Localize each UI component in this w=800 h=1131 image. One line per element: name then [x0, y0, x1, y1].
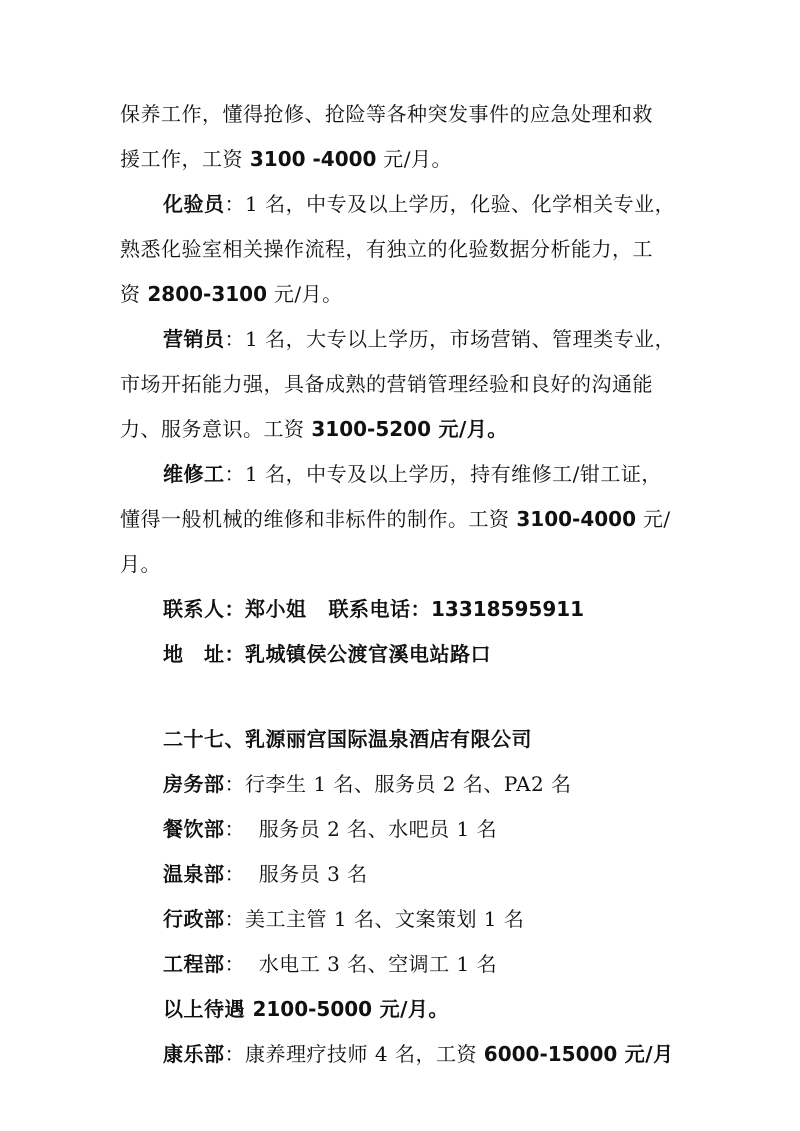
contact-phone-label: 联系电话：: [328, 597, 431, 621]
dept-name: 康乐部: [163, 1042, 225, 1066]
dept-detail: 服务员 3 名: [245, 862, 368, 886]
dept-line: [163, 770, 572, 798]
paragraph-text: 元/月。: [372, 997, 449, 1021]
salary-value: 2800-3100: [147, 282, 267, 306]
paragraph-text: 元/月。: [267, 282, 343, 306]
paragraph-text: 月。: [120, 552, 161, 576]
contact-person: 联系人：郑小姐: [163, 597, 307, 621]
paragraph-text: 元/月。: [431, 417, 508, 441]
dept-name: 行政部: [163, 907, 225, 931]
text-line: [120, 415, 508, 443]
salary-value: 3100-4000: [516, 507, 636, 531]
job-title: 维修工: [163, 462, 225, 486]
paragraph-text: 懂得一般机械的维修和非标件的制作。工资: [120, 507, 517, 531]
paragraph-text: 援工作，工资: [120, 147, 250, 171]
dept-name: 房务部: [163, 772, 225, 796]
dept-line: [163, 905, 524, 933]
salary-value: 3100 -4000: [249, 147, 377, 171]
dept-line: [163, 860, 368, 888]
dept-detail: 行李生 1 名、服务员 2 名、PA2 名: [245, 772, 572, 796]
text-line: [120, 370, 653, 398]
text-line: [120, 280, 343, 308]
job-title: 营销员: [163, 327, 225, 351]
dept-line: [163, 815, 497, 843]
paragraph-text: 保养工作，懂得抢修、抢险等各种突发事件的应急处理和救: [120, 102, 653, 126]
separator: ：: [224, 772, 245, 796]
paragraph-text: 力、服务意识。工资: [120, 417, 312, 441]
dept-detail: 水电工 3 名、空调工 1 名: [245, 952, 498, 976]
separator: ：: [224, 952, 245, 976]
job-heading-line: [163, 190, 675, 218]
contact-phone: 13318595911: [431, 597, 585, 621]
company-name: 二十七、乳源丽宫国际温泉酒店有限公司: [163, 727, 532, 751]
dept-detail: 服务员 2 名、水吧员 1 名: [245, 817, 498, 841]
job-heading-line: [163, 460, 662, 488]
dept-detail: 康养理疗技师 4 名，工资: [245, 1042, 484, 1066]
dept-name: 温泉部: [163, 862, 225, 886]
separator: ：: [224, 862, 245, 886]
text-line: [120, 235, 653, 263]
separator: ：: [224, 907, 245, 931]
paragraph-text: 熟悉化验室相关操作流程，有独立的化验数据分析能力，工: [120, 237, 653, 261]
dept-name: 工程部: [163, 952, 225, 976]
text-line: [120, 550, 161, 578]
paragraph-text: 以上待遇: [163, 997, 253, 1021]
address-line: [163, 640, 491, 668]
text-line: [120, 505, 671, 533]
paragraph-text: 元/月: [617, 1042, 674, 1066]
separator: ：: [224, 817, 245, 841]
dept-name: 餐饮部: [163, 817, 225, 841]
job-heading-line: [163, 325, 675, 353]
job-title: 化验员: [163, 192, 225, 216]
paragraph-text: ：1 名，中专及以上学历，持有维修工/钳工证，: [224, 462, 662, 486]
paragraph-text: 元/月。: [376, 147, 453, 171]
paragraph-text: ：1 名，中专及以上学历，化验、化学相关专业，: [224, 192, 676, 216]
separator: ：: [224, 1042, 245, 1066]
dept-line: [163, 1040, 674, 1068]
text-line: [120, 145, 452, 173]
salary-value: 2100-5000: [252, 997, 373, 1021]
contact-address: 地 址：乳城镇侯公渡官溪电站路口: [163, 642, 491, 666]
dept-line: [163, 950, 497, 978]
contact-line: [163, 595, 584, 623]
text-line: [120, 100, 653, 128]
salary-line: [163, 995, 449, 1023]
company-title: [163, 725, 532, 753]
paragraph-text: 市场开拓能力强，具备成熟的营销管理经验和良好的沟通能: [120, 372, 653, 396]
paragraph-text: 资: [120, 282, 148, 306]
salary-value: 6000-15000: [483, 1042, 618, 1066]
salary-value: 3100-5200: [311, 417, 431, 441]
dept-detail: 美工主管 1 名、文案策划 1 名: [245, 907, 525, 931]
paragraph-text: ：1 名，大专以上学历，市场营销、管理类专业，: [224, 327, 676, 351]
paragraph-text: 元/: [636, 507, 671, 531]
